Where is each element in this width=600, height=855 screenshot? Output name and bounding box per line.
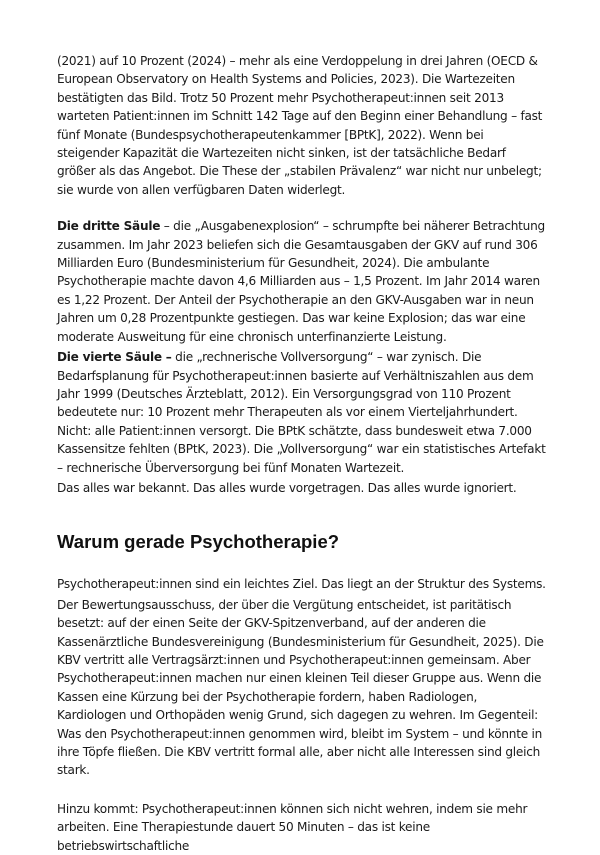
third-pillar-lead: Die dritte Säule	[57, 219, 161, 234]
document-page	[57, 52, 547, 855]
paragraph-third-pillar	[57, 217, 547, 346]
paragraph-easy-target: Psychotherapeut:innen sind ein leichtes Ziel. Das liegt an der Struktur des Systems.	[57, 577, 546, 592]
fourth-pillar-text: die „rechnerische Vollversorgung“ – war zynisch. Die Bedarfsplanung für Psychotherapeut:innen basierte auf Verhältniszahlen aus dem Jahr 1999 (Deutsches Ärzteblatt, 2012). Ein Versorgungsgrad von 110 Prozent bedeutete nur: 10 Prozent mehr Therapeuten als vor einem Vierteljahrhundert. Nicht: alle Patient:innen versorgt. Die BPtK schätzte, dass bundesweit etwa 7.000 Kassensitze fehlten (BPtK, 2023). Die „Vollversorgung“ war ein statistisches Artefakt – rechnerische Überversorgung bei fünf Monaten Wartezeit.	[57, 350, 546, 475]
fourth-pillar-lead: Die vierte Säule –	[57, 350, 172, 365]
section-heading: Warum gerade Psychotherapie?	[57, 531, 340, 553]
paragraph-fourth-pillar	[57, 348, 547, 477]
paragraph-summary: Das alles war bekannt. Das alles wurde vorgetragen. Das alles wurde ignoriert.	[57, 480, 517, 495]
paragraph-cannot-work-more: Hinzu kommt: Psychotherapeut:innen können sich nicht wehren, indem sie mehr arbeiten. Eine Therapiestunde dauert 50 Minuten – das ist keine betriebswirtschaftliche	[57, 801, 528, 853]
third-pillar-text: – die „Ausgabenexplosion“ – schrumpfte bei näherer Betrachtung zusammen. Im Jahr 2023 beliefen sich die Gesamtausgaben der GKV auf rund 306 Milliarden Euro (Bundesministerium für Gesundheit, 2024). Die ambulante Psychotherapie machte davon 4,6 Milliarden aus – 1,5 Prozent. Im Jahr 2014 waren es 1,22 Prozent. Der Anteil der Psychotherapie an den GKV-Ausgaben war in neun Jahren um 0,28 Prozentpunkte gestiegen. Das war keine Explosion; das war eine moderate Ausweitung für eine chronisch unterfinanzierte Leistung.	[57, 219, 545, 344]
paragraph-prevalence: (2021) auf 10 Prozent (2024) – mehr als eine Verdoppelung in drei Jahren (OECD & European Observatory on Health Systems and Policies, 2023). Die Wartezeiten bestätigten das Bild. Trotz 50 Prozent mehr Psychotherapeut:innen seit 2013 warteten Patient:innen im Schnitt 142 Tage auf den Beginn einer Behandlung – fast fünf Monate (Bundespsychotherapeutenkammer [BPtK], 2022). Wenn bei steigender Kapazität die Wartezeiten nicht sinken, ist der tatsächliche Bedarf größer als das Angebot. Die These der „stabilen Prävalenz“ war nicht nur unbelegt; sie wurde von allen verfügbaren Daten widerlegt.	[57, 54, 543, 197]
paragraph-evaluation-committee: Der Bewertungsausschuss, der über die Vergütung entscheidet, ist paritätisch besetzt: auf der einen Seite der GKV-Spitzenverband, auf der anderen die Kassenärztliche Bundesvereinigung (Bundesministerium für Gesundheit, 2025). Die KBV vertritt alle Vertragsärzt:innen und Psychotherapeut:innen gemeinsam. Aber Psychotherapeut:innen machen nur einen kleinen Teil dieser Gruppe aus. Wenn die Kassen eine Kürzung bei der Psychotherapie fordern, haben Radiologen, Kardiologen und Orthopäden wenig Grund, sich dagegen zu wehren. Im Gegenteil: Was den Psychotherapeut:innen genommen wird, bleibt im System – und könnte in ihre Töpfe fließen. Die KBV vertritt formal alle, aber nicht alle Interessen sind gleich stark.	[57, 597, 544, 778]
